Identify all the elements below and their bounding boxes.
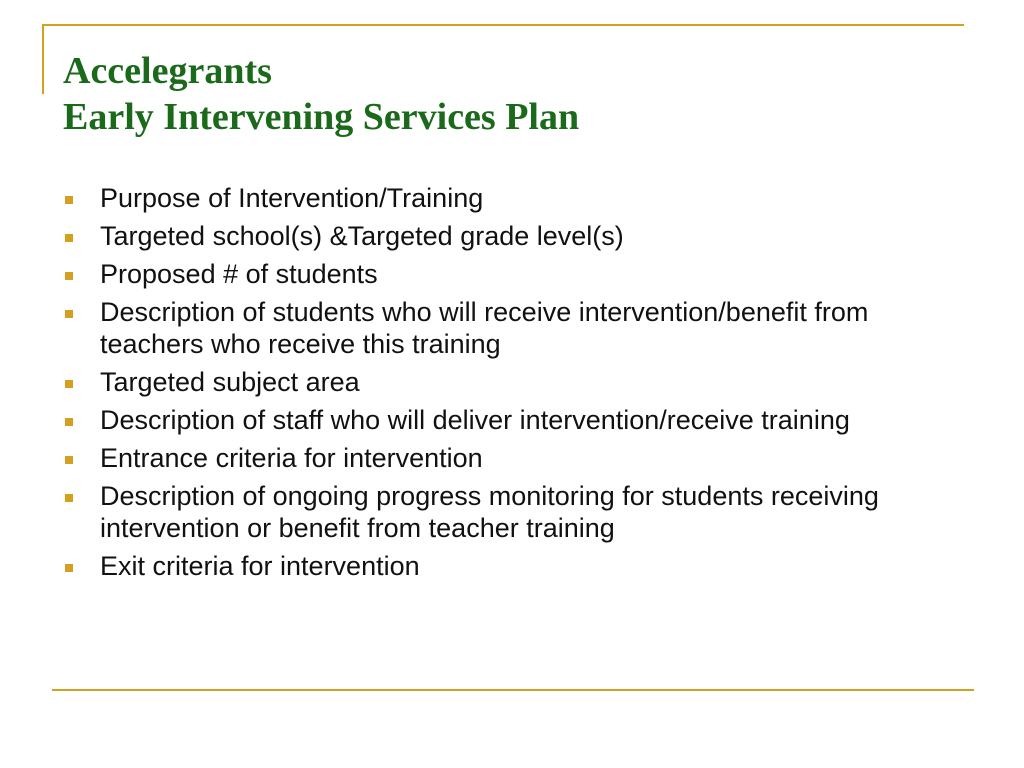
bullet-item (64, 258, 964, 290)
bullet-item (64, 366, 964, 398)
bullet-text: Exit criteria for intervention (100, 551, 420, 581)
bullet-item (64, 220, 964, 252)
bullet-text: Purpose of Intervention/Training (100, 183, 484, 213)
title-line-2: Early Intervening Services Plan (63, 96, 580, 138)
bullet-item (64, 550, 964, 582)
slide-title (63, 48, 579, 140)
bullet-item (64, 182, 964, 214)
square-bullet-icon (65, 418, 73, 426)
left-border-line (42, 24, 44, 94)
bullet-text: Targeted subject area (100, 367, 360, 397)
bullet-item (64, 442, 964, 474)
square-bullet-icon (65, 272, 73, 280)
bullet-text: Proposed # of students (100, 259, 378, 289)
square-bullet-icon (65, 494, 73, 502)
square-bullet-icon (65, 380, 73, 388)
square-bullet-icon (65, 564, 73, 572)
bullet-item (64, 296, 964, 360)
bottom-border-line (52, 689, 974, 691)
title-line-1: Accelegrants (63, 50, 272, 92)
bullet-text: Entrance criteria for intervention (100, 443, 483, 473)
bullet-item (64, 404, 964, 436)
bullet-item (64, 480, 964, 544)
bullet-text: Description of ongoing progress monitoring for students receiving intervention or benefit from teacher training (100, 481, 879, 543)
square-bullet-icon (65, 310, 73, 318)
bullet-text: Description of students who will receive intervention/benefit from teachers who receive this training (100, 297, 869, 359)
bullet-text: Targeted school(s) &Targeted grade level(s) (100, 221, 624, 251)
square-bullet-icon (65, 234, 73, 242)
square-bullet-icon (65, 456, 73, 464)
bullet-text: Description of staff who will deliver intervention/receive training (100, 405, 850, 435)
bullet-list (64, 182, 964, 588)
square-bullet-icon (65, 196, 73, 204)
top-border-line (42, 24, 964, 26)
